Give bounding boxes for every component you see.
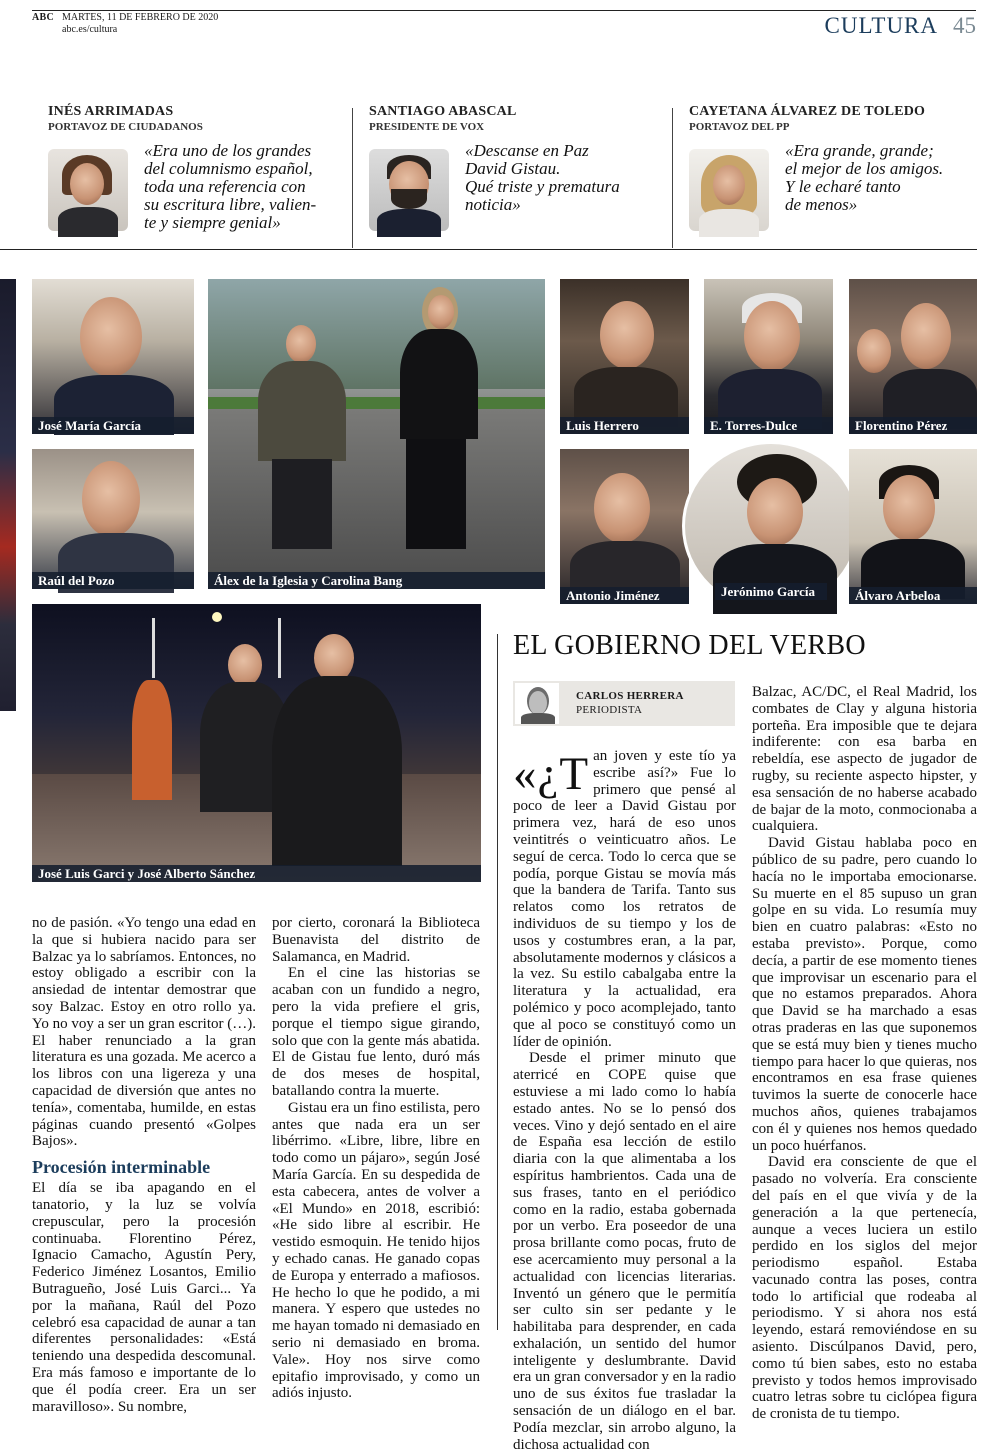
photo-caption: Raúl del Pozo [32,572,194,589]
photo-caption: E. Torres-Dulce [704,417,833,434]
photo-alex-carolina [208,279,545,589]
photo-caption: Antonio Jiménez [560,587,689,604]
photo-torres-dulce [704,279,833,434]
author-role: PERIODISTA [576,704,643,716]
photo-florentino-perez [849,279,977,434]
section-url: abc.es/cultura [62,24,118,35]
photo-garci-sanchez [32,604,481,882]
section-title: CULTURA [824,13,938,38]
photo-caption: Álvaro Arbeloa [849,587,977,604]
paragraph: David Gistau hablaba poco en público de su padre, pero cuando lo hacía no le importaba emocionarse. Su muerte en el 85 supuso un gran golpe en su vida. Lo resumía muy bien en cuatro palabras: «Esto no estaba previsto». Porque, como decía, a partir de ese momento tienes que improvisar un escenario para el que no estamos preparados. Ahora que David se ha marchado a esas otras praderas en las que suponemos que se está muy bien y tienes mucho tiempo para hacer lo que quieras, nos encontramos en esa frase quienes tuvimos la suerte de conocerle hace muchos años, quienes trabajamos con él y quienes nos hemos quedado un poco huérfanos. [752,835,977,1154]
photo-jeronimo-garcia [682,441,860,611]
photo-caption: Luis Herrero [560,417,689,434]
photo-caption: Álex de la Iglesia y Carolina Bang [208,572,545,589]
subheading: Procesión interminable [32,1157,211,1178]
quote-divider [672,108,673,248]
paragraph: Gistau era un fino estilista, pero antes que nada era un ser libérrimo. «Libre, libre, libre en todo como un pájaro», según José María García. En su despedida de esta cabecera, antes de volver a «El Mundo» en 2018, escribió: «He sido libre al escribir. He vestido esmoquin. He tenido hijos y echado canas. He ganado copas de Europa y enterrado a mafiosos. He hecho lo que he podido, a mi manera. Y espero que ustedes no me hayan tomado ni demasiado en serio ni demasiado en broma. Vale». Hoy nos sirve como epitafio improvisado, y como un adiós injusto. [272,1099,480,1402]
header-rule [32,10,976,11]
portrait-photo [689,149,769,231]
author-name: CARLOS HERRERA [576,690,684,702]
photo-caption: Florentino Pérez [849,417,977,434]
photo-luis-herrero [560,279,689,434]
photo-alvaro-arbeloa [849,449,977,604]
paragraph: Desde el primer minuto que aterricé en COPE quise que estuviese a mi lado como lo había estado antes. No se lo pensó dos veces. Vino y dejó sentado en el aire de España esa lección de estilo diaria con la que alimentaba a los espíritus hambrientos. Cada una de sus frases, tanto en el periódico como en la radio, estaba gobernada por un verbo. Era poseedor de una prosa brillante como pocas, fruto de ese acercamiento muy personal a la actualidad con licencias literarias. Inventó un género que le permitía ser culto sin ser pedante y le habilitaba para desprender, en cada exhalación, un sentido del humor inteligente y deslumbrante. David era un gran conversador y en la radio uno de sus éxitos fue trasladar la sensación de un diálogo en el bar. Podía mezclar, sin arrobo alguno, la dichosa actualidad con [513,1050,736,1453]
paragraph: En el cine las historias se acaban con un fundido a negro, pero la vida prefiere el gris, porque el tiempo sigue girando, solo que con la gente más abatida. El de Gistau fue lento, duró más de dos meses de hospital, batallando contra la muerte. [272,965,480,1099]
page-number: 45 [953,13,976,38]
quote-role: PORTAVOZ DEL PP [689,121,790,133]
article-column-3 [513,748,736,1453]
opinion-headline: EL GOBIERNO DEL VERBO [513,630,866,661]
page-date [62,12,218,36]
article-column-4 [752,684,977,1423]
column-divider [497,634,498,1330]
newspaper-brand: ABC [32,12,55,23]
quote-arrimadas [48,104,348,238]
quote-divider [352,108,353,248]
paragraph: El día se iba apagando en el tanatorio, y la luz se volvía crepuscular, pero la procesión continuaba. Florentino Pérez, Ignacio Camacho, Agustín Pery, Federico Jiménez Losantos, Emilio Butragueño, José Luis Garci... Ya por la mañana, Raúl del Pozo celebró esa capacidad de aunar a tan diferentes personalidades: «Está teniendo una despedida descomunal. Era más famoso e importante de lo que él podía creer. Era un ser maravilloso». Su nombre, [32,1180,256,1415]
paragraph: Balzac, AC/DC, el Real Madrid, los combates de Clay y alguna historia porteña. Era imposible que te dejara indiferente: con esa barba en rebeldía, ese aspecto de jugador de rugby, su reciente aspecto hipster, y esa sensación de no haberse acabado de bajar de la moto, conmocionaba a cualquiera. [752,684,977,835]
portrait-photo [48,149,128,231]
author-photo [515,683,559,724]
quotes-strip [0,104,977,250]
quote-text: «Descanse en Paz David Gistau. Qué triste y prematura noticia» [465,141,620,214]
quote-role: PORTAVOZ DE CIUDADANOS [48,121,203,133]
quote-name: INÉS ARRIMADAS [48,104,174,119]
quote-text: «Era uno de los grandes del columnismo español, toda una referencia con su escritura libre, valien- te y siempre genial» [144,141,317,232]
paragraph: por cierto, coronará la Biblioteca Buenavista del distrito de Salamanca, en Madrid. [272,915,480,965]
photo-antonio-jimenez [560,449,689,604]
quote-abascal [369,104,659,238]
article-column-2 [272,915,480,1402]
paragraph: «¿T an joven y este tío ya escribe así?» Fue lo primero que pensé al poco de leer a David Gistau por primera vez, hará de eso unos veintitrés o veinticuatro años. Le seguí de cerca. Todo lo cerca que se podía, porque Gistau se movía más que la bandera de Tarifa. Tanto sus relatos como los retratos de individuos de su tiempo y los de usos y costumbres eran, a la par, absolutamente modernos y clásicos a la vez. Su estilo cabalgaba entre la literatura y la actualidad, era polémico y poco acomplejado, tanto que al poco se constituyó como un líder de opinión. [513,748,736,1050]
adjacent-page-photo-strip [0,279,16,711]
quote-name: SANTIAGO ABASCAL [369,104,517,119]
article-column-1 [32,915,256,1415]
quote-role: PRESIDENTE DE VOX [369,121,485,133]
author-byline [513,681,735,726]
quote-text: «Era grande, grande; el mejor de los amigos. Y le echaré tanto de menos» [785,141,944,214]
paragraph: no de pasión. «Yo tengo una edad en la que si hubiera nacido para ser Balzac ya lo sabríamos. Entonces, no estoy obligado a escribir con la ansiedad de intentar demostrar que soy Balzac. Estoy en otro rollo ya. Yo no voy a ser un gran escritor (…). El haber renunciado a la gran literatura es una gozada. Me acerco a los libros con una ligereza y una capacidad de diversión que antes no tenía», comentaba, humilde, en estas páginas cuando presentó «Golpes Bajos». [32,915,256,1150]
drop-cap: «¿T [513,748,590,800]
quote-alvarez-de-toledo [689,104,979,238]
quote-name: CAYETANA ÁLVAREZ DE TOLEDO [689,104,926,119]
paragraph: David era consciente de que el pasado no volvería. Era consciente del país en el que vivía y de la generación a la que pertenecía, aunque a veces luciera un estilo perdido en los siglos del mejor periodismo español. Estaba vacunado contra las poses, contra todo lo artificial que rodeaba al periodismo. Y si ahora nos está leyendo, estará removiéndose en su asiento. Discúlpanos David, pero, como tú bien sabes, esto no estaba previsto y todos hemos improvisado cuatro letras sobre tu ciclópea figura de cronista de tu tiempo. [752,1154,977,1423]
date-text: MARTES, 11 DE FEBRERO DE 2020 [62,12,219,23]
photo-caption: Jerónimo García [715,583,827,600]
photo-raul-del-pozo [32,449,194,589]
portrait-photo [369,149,449,231]
photo-jose-maria-garcia [32,279,194,434]
photo-caption: José María García [32,417,194,434]
photo-caption: José Luis Garci y José Alberto Sánchez [32,865,481,882]
